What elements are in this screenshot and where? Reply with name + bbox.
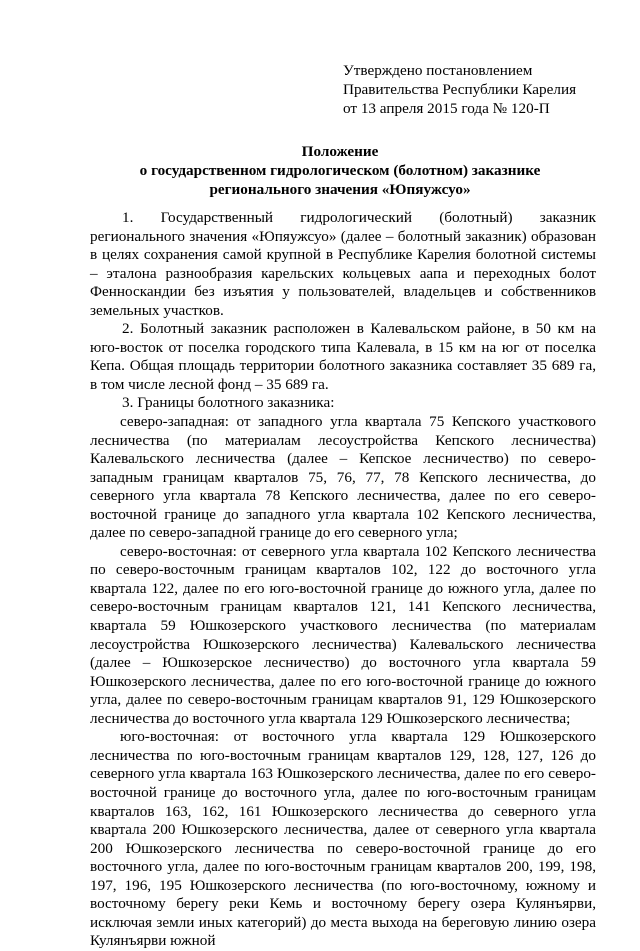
approval-line: Утверждено постановлением — [343, 62, 533, 79]
approval-line: от 13 апреля 2015 года № 120-П — [343, 100, 550, 117]
approval-block — [343, 61, 623, 118]
paragraph-northwest-boundary: северо-западная: от западного угла квартала 75 Кепского участкового лесничества (по материалам лесоустройства Кепского лесничества) Калевальского лесничества (далее – Кепское лесничество) по северо-западным границам кварталов 75, 76, 77, 78 Кепского лесничества, до северного угла квартала 78 Кепского лесничества, далее по его северо-восточной границе до западного угла квартала 102 Кепского лесничества, далее по северо-западной границе до его северного угла; — [90, 413, 596, 542]
document-body — [90, 209, 596, 951]
paragraph-point-1: 1. Государственный гидрологический (болотный) заказник регионального значения «Юпяужсуо» (далее – болотный заказник) образован в целях сохранения самой крупной в Республике Карелия болотной системы – эталона разнообразия карельских кольцевых аапа и переходных болот Фенноскандии без изъятия у пользователей, владельцев и собственников земельных участков. — [90, 209, 596, 319]
paragraph-northeast-boundary: северо-восточная: от северного угла квартала 102 Кепского лесничества по северо-восточным границам кварталов 102, 122 до восточного угла квартала 122, далее по его юго-восточной границе до южного угла, далее по северо-восточным границам кварталов 121, 141 Кепского лесничества, квартала 59 Юшкозерского участкового лесничества (по материалам лесоустройства Юшкозерского лесничества) Калевальского лесничества (далее – Юшкозерское лесничество) до восточного угла квартала 59 Юшкозерского лесничества, далее по его юго-восточной границе до южного угла, далее по северо-восточным границам кварталов 91, 129 Юшкозерского лесничества до восточного угла квартала 129 Юшкозерского лесничества; — [90, 542, 596, 727]
title-line: о государственном гидрологическом (болотном) заказнике — [139, 162, 541, 179]
title-line: регионального значения «Юпяужсуо» — [209, 181, 471, 198]
paragraph-point-2: 2. Болотный заказник расположен в Калевальском районе, в 50 км на юго-восток от поселка городского типа Калевала, в 15 км на юг от поселка Кепа. Общая площадь территории болотного заказника составляет 35 689 га, в том числе лесной фонд – 35 689 га. — [90, 320, 596, 393]
document-title — [90, 142, 590, 199]
approval-line: Правительства Республики Карелия — [343, 81, 577, 98]
paragraph-southeast-boundary: юго-восточная: от восточного угла квартала 129 Юшкозерского лесничества по юго-восточным границам кварталов 129, 128, 127, 126 до северного угла квартала 163 Юшкозерского лесничества, далее по его северо-восточной границе до восточного угла, далее по юго-восточным границам кварталов 163, 162, 161 Юшкозерского лесничества до северного угла квартала 200 Юшкозерского лесничества, далее от северного угла квартала 200 Юшкозерского лесничества по северо-восточной границе до его восточного угла, далее по юго-восточным границам кварталов 200, 199, 198, 197, 196, 195 Юшкозерского лесничества (по юго-восточному, южному и восточному берегу реки Кемь и восточному берегу озера Кулянъярви, исключая земли иных категорий) до места выхода на береговую линию озера Кулянъярви южной — [90, 728, 596, 950]
paragraph-point-3: 3. Границы болотного заказника: — [122, 394, 335, 412]
title-line: Положение — [301, 143, 379, 160]
